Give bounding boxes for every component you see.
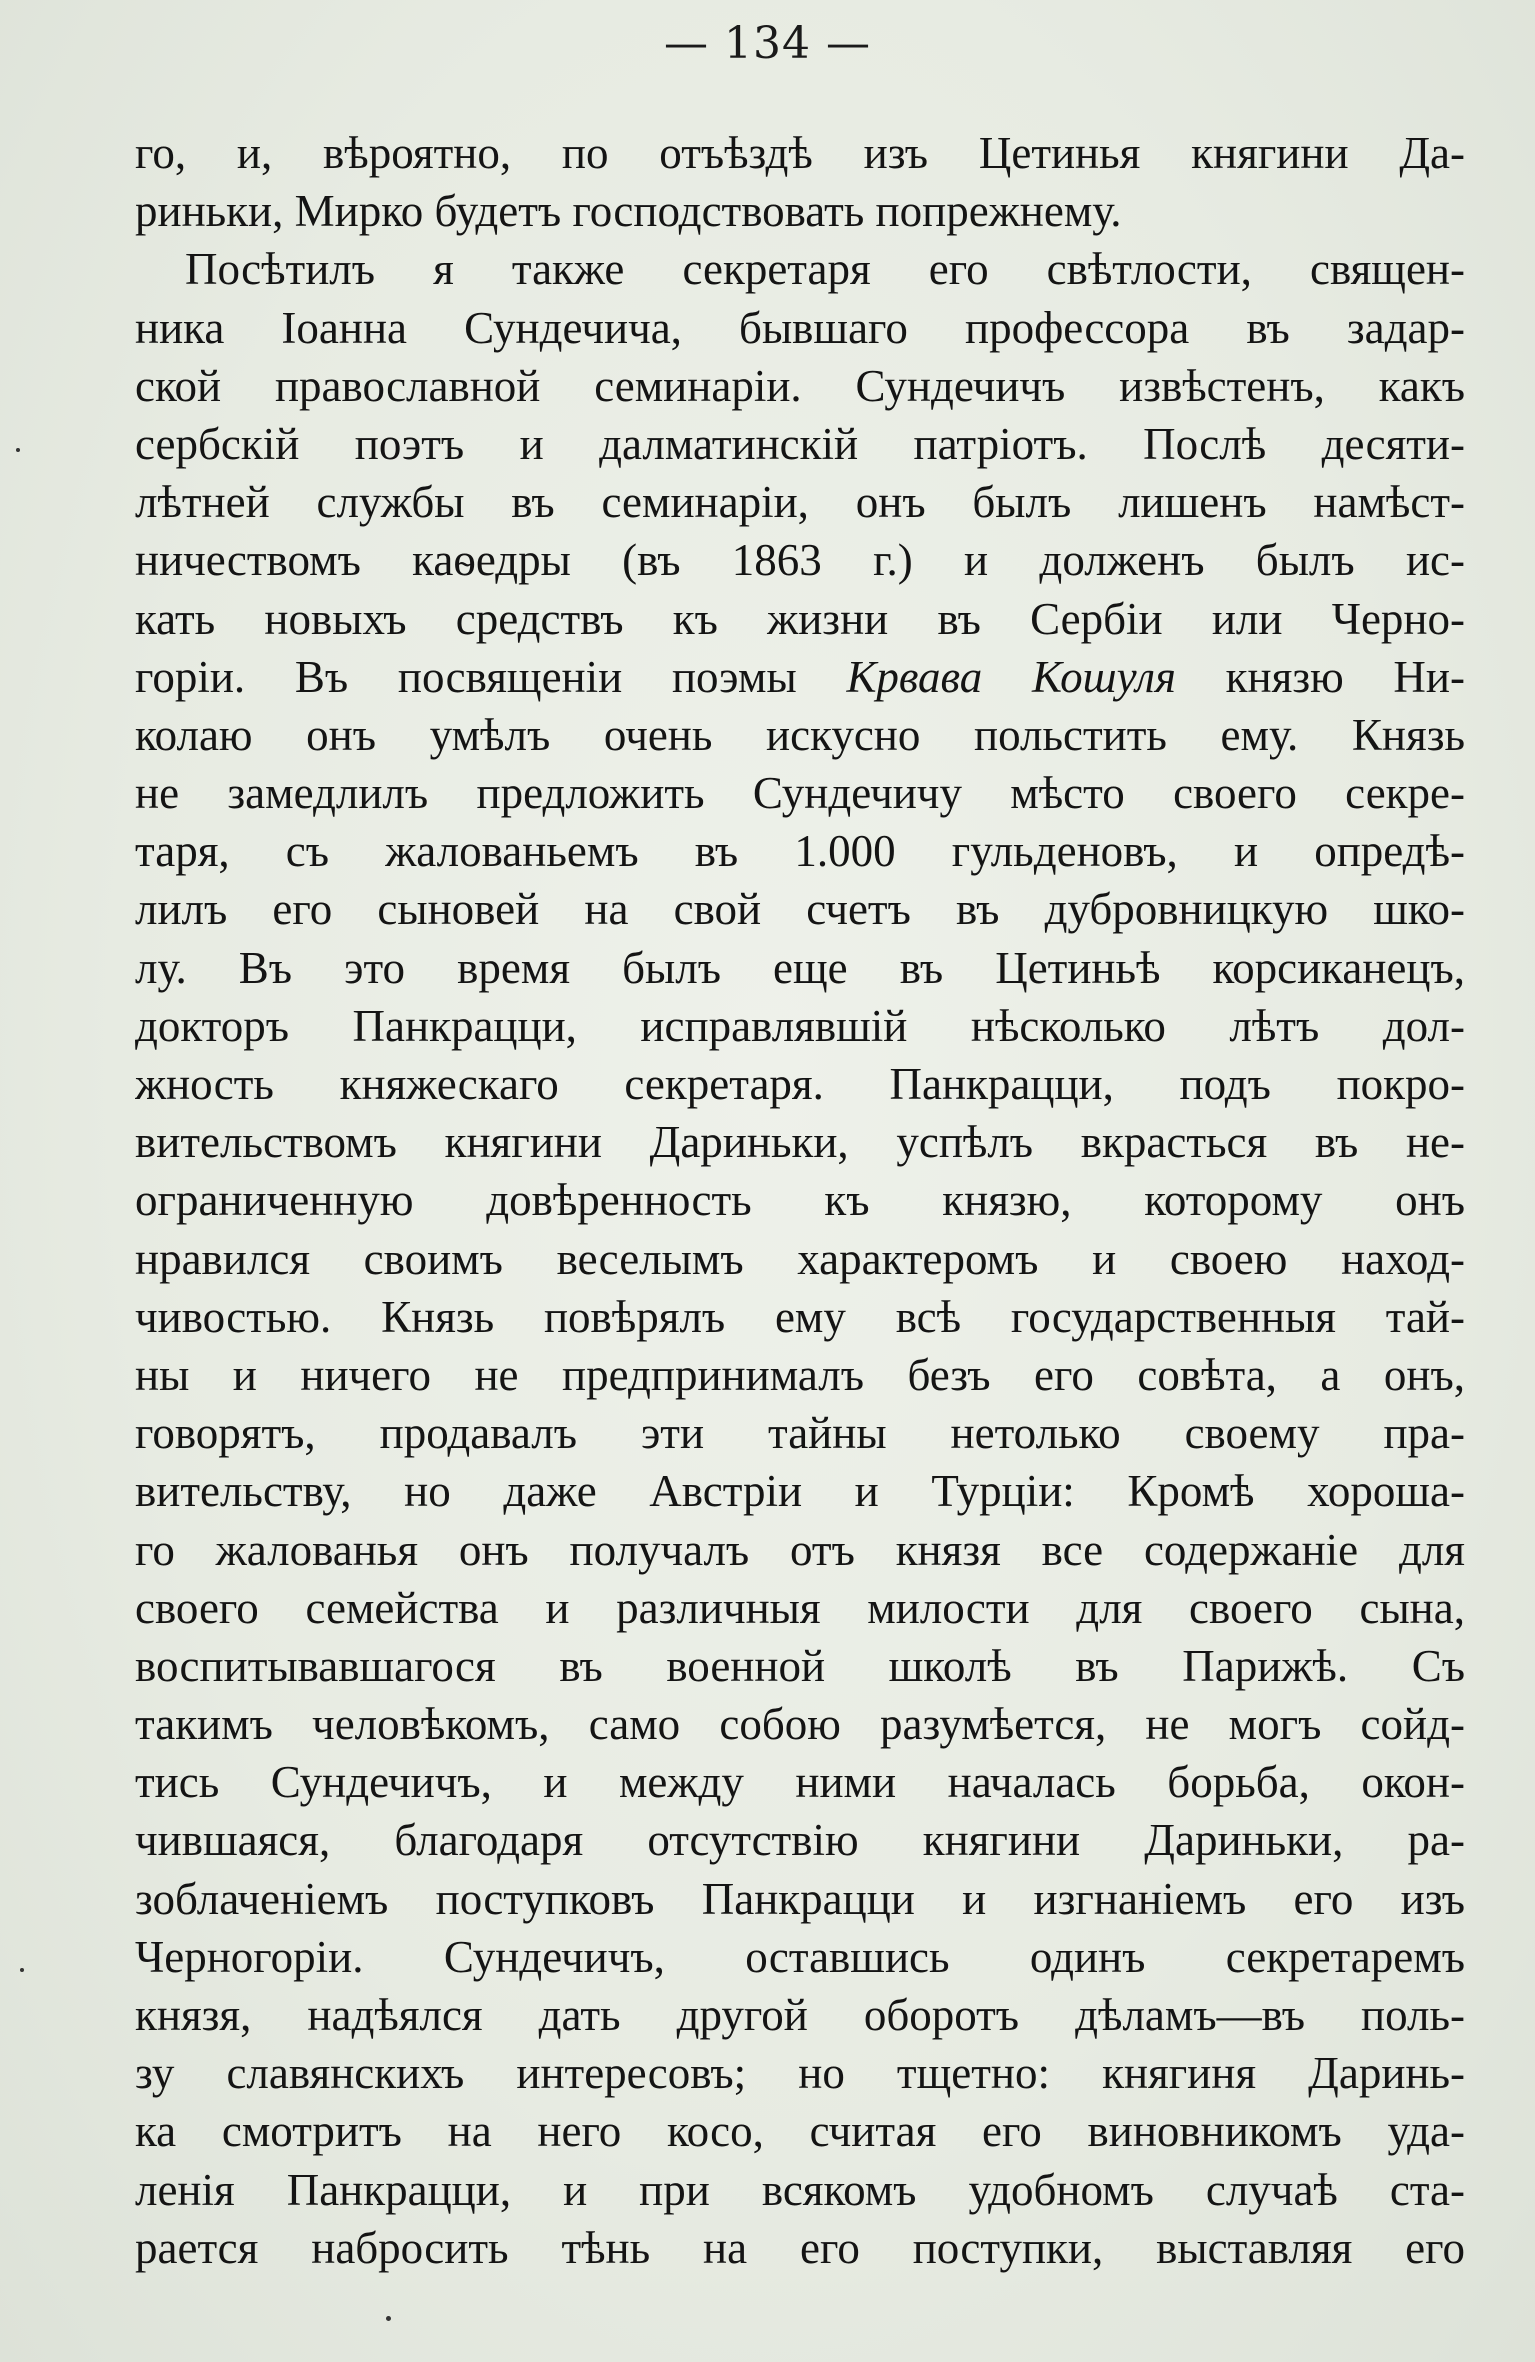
text-line: лу. Въ это время былъ еще въ Цетиньѣ корсиканецъ,	[135, 942, 1465, 993]
text-line: говорятъ, продавалъ эти тайны нетолько своему пра-	[135, 1408, 1465, 1459]
text-line: нравился своимъ веселымъ характеромъ и своею наход-	[135, 1233, 1465, 1284]
text-line: жность княжескаго секретаря. Панкрацци, подъ покро-	[135, 1059, 1465, 1109]
text-line: докторъ Панкрацци, исправлявшій нѣсколько лѣтъ дол-	[135, 1000, 1465, 1051]
text-line: зоблаченіемъ поступковъ Панкрацци и изгнаніемъ его изъ	[135, 1873, 1465, 1924]
text-line: вительству, но даже Австріи и Турціи: Кромѣ хороша-	[135, 1466, 1465, 1517]
text-run: горіи. Въ посвященіи поэмы	[135, 651, 847, 702]
text-line: го жалованья онъ получалъ отъ князя все содержаніе для	[135, 1524, 1465, 1575]
text-line: ны и ничего не предпринималъ безъ его совѣта, а онъ,	[135, 1349, 1465, 1400]
poem-title: Крвава Кошуля	[846, 651, 1176, 702]
print-speck	[20, 1968, 24, 1972]
text-line: вительствомъ княгини Дариньки, успѣлъ вкрасться въ не-	[135, 1117, 1465, 1168]
text-line: тись Сундечичъ, и между ними началась борьба, окон-	[135, 1757, 1465, 1808]
text-line: воспитывавшагося въ военной школѣ въ Парижѣ. Съ	[135, 1640, 1465, 1691]
text-line: такимъ человѣкомъ, само собою разумѣется, не могъ сойд-	[135, 1699, 1465, 1750]
text-line: ника Іоанна Сундечича, бывшаго профессора въ задар-	[135, 302, 1465, 353]
text-line: ленія Панкрацци, и при всякомъ удобномъ случаѣ ста-	[135, 2164, 1465, 2215]
text-line: колаю онъ умѣлъ очень искусно польстить ему. Князь	[135, 709, 1465, 760]
text-line: чившаяся, благодаря отсутствію княгини Дариньки, ра-	[135, 1815, 1465, 1866]
text-line: не замедлилъ предложить Сундечичу мѣсто своего секре-	[135, 768, 1465, 819]
text-line: ка смотритъ на него косо, считая его виновникомъ уда-	[135, 2106, 1465, 2157]
text-line: ограниченную довѣренность къ князю, которому онъ	[135, 1175, 1465, 1226]
text-line: Посѣтилъ я также секретаря его свѣтлости, священ-	[185, 244, 1465, 295]
text-line: Черногоріи. Сундечичъ, оставшись одинъ секретаремъ	[135, 1931, 1465, 1982]
text-line: своего семейства и различныя милости для своего сына,	[135, 1582, 1465, 1633]
print-speck	[16, 448, 20, 452]
text-line: лилъ его сыновей на свой счетъ въ дубровницкую шко-	[135, 884, 1465, 935]
text-line: рается набросить тѣнь на его поступки, выставляя его	[135, 2222, 1465, 2273]
text-run: князю Ни-	[1175, 651, 1465, 702]
print-speck	[386, 2316, 391, 2321]
text-line: князя, надѣялся дать другой оборотъ дѣламъ—въ поль-	[135, 1990, 1465, 2040]
text-line: го, и, вѣроятно, по отъѣздѣ изъ Цетинья княгини Да-	[135, 128, 1465, 178]
text-line: кать новыхъ средствъ къ жизни въ Сербіи или Черно-	[135, 593, 1465, 644]
text-line: чивостью. Князь повѣрялъ ему всѣ государственныя тай-	[135, 1291, 1465, 1342]
text-line: таря, съ жалованьемъ въ 1.000 гульденовъ, и опредѣ-	[135, 826, 1465, 877]
body-text	[135, 124, 1465, 2277]
text-line: ничествомъ каѳедры (въ 1863 г.) и долженъ былъ ис-	[135, 535, 1465, 586]
text-line: сербскій поэтъ и далматинскій патріотъ. Послѣ десяти-	[135, 418, 1465, 469]
text-line: риньки, Мирко будетъ господствовать попрежнему.	[135, 186, 1122, 237]
text-line: лѣтней службы въ семинаріи, онъ былъ лишенъ намѣст-	[135, 477, 1465, 528]
page-number: — 134 —	[664, 18, 871, 69]
text-line: ской православной семинаріи. Сундечичъ извѣстенъ, какъ	[135, 360, 1465, 411]
text-line	[135, 648, 1465, 706]
text-line: зу славянскихъ интересовъ; но тщетно: княгиня Даринь-	[135, 2048, 1465, 2099]
